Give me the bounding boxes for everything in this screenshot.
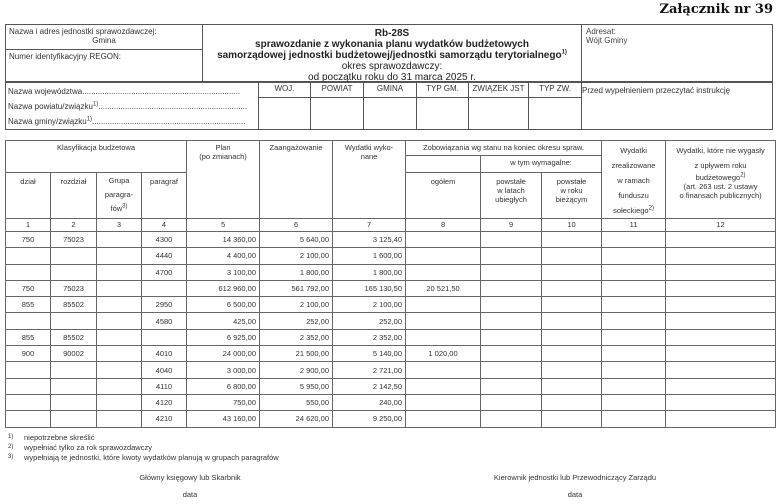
header-niewygasle-text: budżetowego [695,173,741,182]
header-grupa-text: fów [110,203,123,213]
paragraf-cell[interactable]: 4040 [142,362,187,378]
header-plan [187,141,260,219]
wymagalne-rok-biezacy-cell[interactable] [542,362,602,378]
zobowiazania-ogolem-cell[interactable] [406,264,481,280]
rozdzial-cell[interactable] [51,313,97,329]
wymagalne-rok-biezacy-cell[interactable] [542,264,602,280]
plan-cell[interactable]: 4 400,00 [187,248,260,264]
header-solecki-line5 [605,203,662,218]
report-title-line2 [203,50,581,61]
column-number: 10 [542,219,602,232]
wymagalne-lata-ubiegle-cell[interactable] [481,362,542,378]
wydatki-wykonane-cell[interactable]: 2 352,00 [333,329,406,345]
table-row [6,297,776,313]
footnote-text: wypełniają te jednostki, które kwoty wydatków planują w grupach paragrafów [24,453,279,462]
header-solecki-text: sołeckiego [613,206,649,215]
rozdzial-cell[interactable]: 75023 [51,232,97,248]
table-row [6,313,776,329]
header-wydatki-wykonane [333,141,406,219]
code-typ-gm-label: TYP GM. [417,82,468,98]
wydatki-wykonane-cell[interactable]: 9 250,00 [333,411,406,427]
code-woj[interactable] [258,82,310,130]
header-zobowiazania-blank [406,156,481,172]
footnote-ref: 1) [92,101,99,108]
table-row [6,329,776,345]
addressee-label: Adresat: [586,27,616,36]
grupa-cell[interactable] [97,280,142,296]
table-row [6,264,776,280]
wydatki-wykonane-cell[interactable]: 1 600,00 [333,248,406,264]
paragraf-cell[interactable]: 4210 [142,411,187,427]
rozdzial-cell[interactable] [51,378,97,394]
header-rozdzial: rozdział [51,172,97,218]
commune-line [8,114,258,129]
regon-label: Numer identyfikacyjny REGON: [9,52,122,61]
code-zwiazek-jst[interactable] [468,82,528,130]
code-typ-zw[interactable] [528,82,582,130]
table-row [6,394,776,410]
header-lata-ub-line3: ubiegłych [495,194,527,204]
county-line [8,99,258,114]
niewygasle-cell[interactable] [666,313,776,329]
zobowiazania-ogolem-cell[interactable] [406,411,481,427]
footnote-ref: 1) [561,49,567,56]
plan-cell[interactable]: 6 925,00 [187,329,260,345]
code-zwiazek-jst-label: ZWIĄZEK JST [469,82,528,98]
header-plan-line2: (po zmianach) [199,152,247,161]
column-number: 2 [51,219,97,232]
voivodeship-line: Nazwa województwa....................................................................... [8,87,241,96]
dzial-cell[interactable] [6,248,51,264]
paragraf-cell[interactable]: 2950 [142,297,187,313]
zaangazowanie-cell[interactable]: 550,00 [260,394,333,410]
column-numbers-row [6,219,776,232]
table-row [6,411,776,427]
zobowiazania-ogolem-cell[interactable] [406,394,481,410]
wydatki-wykonane-cell[interactable]: 252,00 [333,313,406,329]
code-typ-gm[interactable] [416,82,468,130]
grupa-cell[interactable] [97,394,142,410]
regon-box [5,49,203,82]
plan-cell[interactable]: 425,00 [187,313,260,329]
header-paragraf: paragraf [142,172,187,218]
grupa-cell[interactable] [97,346,142,362]
header-w-tym-wymagalne: w tym wymagalne: [481,156,602,172]
zobowiazania-ogolem-cell[interactable] [406,232,481,248]
plan-cell[interactable]: 24 000,00 [187,346,260,362]
header-niewygasle-line5: o finansach publicznych) [679,191,762,200]
plan-cell[interactable]: 6 500,00 [187,297,260,313]
rozdzial-cell[interactable] [51,394,97,410]
rozdzial-cell[interactable] [51,411,97,427]
paragraf-cell[interactable]: 4300 [142,232,187,248]
zaangazowanie-cell[interactable]: 561 792,00 [260,280,333,296]
code-woj-label: WOJ. [259,82,310,98]
header-dzial: dział [6,172,51,218]
zobowiazania-ogolem-cell[interactable] [406,329,481,345]
zaangazowanie-cell[interactable]: 2 352,00 [260,329,333,345]
wymagalne-rok-biezacy-cell[interactable] [542,378,602,394]
wymagalne-rok-biezacy-cell[interactable] [542,248,602,264]
paragraf-cell[interactable]: 4120 [142,394,187,410]
niewygasle-cell[interactable] [666,411,776,427]
chief-accountant-date-label: data [182,490,198,499]
column-number: 3 [97,219,142,232]
header-niewygasle-line4: (art. 263 ust. 2 ustawy [683,182,758,191]
unit-head-signature-label: Kierownik jednostki lub Przewodniczący Zarządu [493,473,657,482]
wymagalne-lata-ubiegle-cell[interactable] [481,264,542,280]
wymagalne-rok-biezacy-cell[interactable] [542,280,602,296]
wydatki-wykonane-cell[interactable]: 2 100,00 [333,297,406,313]
entity-name-value: Gmina [92,36,116,45]
table-row [6,280,776,296]
wymagalne-rok-biezacy-cell[interactable] [542,313,602,329]
plan-cell[interactable]: 612 960,00 [187,280,260,296]
fundusz-solecki-cell[interactable] [602,378,666,394]
zaangazowanie-cell[interactable]: 2 100,00 [260,248,333,264]
dzial-cell[interactable] [6,313,51,329]
header-rok-biez-line2: w roku [560,185,583,195]
region-names [8,84,258,129]
zaangazowanie-cell[interactable]: 24 620,00 [260,411,333,427]
wydatki-wykonane-cell[interactable]: 5 140,00 [333,346,406,362]
table-row [6,378,776,394]
rozdzial-cell[interactable]: 85502 [51,329,97,345]
code-powiat-label: POWIAT [311,82,363,98]
grupa-cell[interactable] [97,362,142,378]
header-solecki-line4: funduszu [618,191,649,200]
dzial-cell[interactable]: 855 [6,297,51,313]
report-title-line1: sprawozdanie z wykonania planu wydatków budżetowych [255,39,529,50]
column-number: 11 [602,219,666,232]
fundusz-solecki-cell[interactable] [602,411,666,427]
entity-name-label: Nazwa i adres jednostki sprawozdawczej: [9,27,157,36]
footnote-mark: 3) [8,454,14,460]
zobowiazania-ogolem-cell[interactable] [406,313,481,329]
fundusz-solecki-cell[interactable] [602,264,666,280]
paragraf-cell[interactable]: 4700 [142,264,187,280]
footnote-text: wypełniać tylko za rok sprawozdawczy [24,443,152,452]
dzial-cell[interactable] [6,264,51,280]
form-code: Rb-28S [374,28,410,39]
wydatki-wykonane-cell[interactable]: 240,00 [333,394,406,410]
header-wydatki-line2: nane [360,152,378,161]
wymagalne-lata-ubiegle-cell[interactable] [481,346,542,362]
table-row [6,248,776,264]
zaangazowanie-cell[interactable]: 5 950,00 [260,378,333,394]
wymagalne-lata-ubiegle-cell[interactable] [481,248,542,264]
header-ogolem: ogółem [406,172,481,218]
dzial-cell[interactable] [6,378,51,394]
fundusz-solecki-cell[interactable] [602,394,666,410]
header-rok-biez-line1: powstałe [556,176,587,186]
header-niewygasle-line3 [669,173,772,182]
plan-cell[interactable]: 43 160,00 [187,411,260,427]
wymagalne-lata-ubiegle-cell[interactable] [481,378,542,394]
header-lata-ubiegle [481,172,542,218]
footnote-3 [8,453,279,462]
grupa-cell[interactable] [97,329,142,345]
wydatki-wykonane-cell[interactable]: 1 800,00 [333,264,406,280]
plan-cell[interactable]: 14 360,00 [187,232,260,248]
wymagalne-lata-ubiegle-cell[interactable] [481,313,542,329]
wymagalne-rok-biezacy-cell[interactable] [542,346,602,362]
dzial-cell[interactable]: 855 [6,329,51,345]
zobowiazania-ogolem-cell[interactable] [406,378,481,394]
report-title-box [202,24,582,82]
header-zaangazowanie: Zaangażowanie [260,141,333,219]
header-solecki-line2: zrealizowane [611,161,656,170]
fundusz-solecki-cell[interactable] [602,329,666,345]
fundusz-solecki-cell[interactable] [602,280,666,296]
zobowiazania-ogolem-cell[interactable] [406,248,481,264]
header-solecki-line1: Wydatki [620,146,647,155]
column-number: 5 [187,219,260,232]
wymagalne-rok-biezacy-cell[interactable] [542,232,602,248]
paragraf-cell[interactable]: 4110 [142,378,187,394]
zobowiazania-ogolem-cell[interactable] [406,297,481,313]
county-label: Nazwa powiatu/związku [8,102,93,111]
period-value: od początku roku do 31 marca 2025 r. [308,72,476,83]
rozdzial-cell[interactable]: 85502 [51,297,97,313]
commune-label: Nazwa gminy/związku [8,117,87,126]
dzial-cell[interactable] [6,411,51,427]
header-grupa-line2: paragra- [104,189,134,199]
footnote-ref: 3) [122,203,128,210]
column-number: 6 [260,219,333,232]
grupa-cell[interactable] [97,248,142,264]
footnote-2 [8,443,152,452]
rozdzial-cell[interactable] [51,362,97,378]
plan-cell[interactable]: 3 100,00 [187,264,260,280]
header-grupa-line3 [100,202,138,216]
footnote-ref: 1) [86,116,93,123]
dzial-cell[interactable]: 900 [6,346,51,362]
table-row [6,362,776,378]
grupa-cell[interactable] [97,232,142,248]
code-gmina-label: GMINA [364,82,416,98]
zaangazowanie-cell[interactable]: 252,00 [260,313,333,329]
plan-cell[interactable]: 6 800,00 [187,378,260,394]
fundusz-solecki-cell[interactable] [602,248,666,264]
wymagalne-rok-biezacy-cell[interactable] [542,297,602,313]
attachment-label: Załącznik nr 39 [659,2,773,17]
column-number: 12 [666,219,776,232]
niewygasle-cell[interactable] [666,248,776,264]
dzial-cell[interactable]: 750 [6,232,51,248]
paragraf-cell[interactable]: 4580 [142,313,187,329]
fundusz-solecki-cell[interactable] [602,346,666,362]
wymagalne-lata-ubiegle-cell[interactable] [481,232,542,248]
commune-dots: ..................................................................... [92,117,246,126]
zaangazowanie-cell[interactable]: 2 900,00 [260,362,333,378]
header-grupa-line1: Grupa [108,175,130,185]
header-grupa-paragrafow [97,172,142,218]
grupa-cell[interactable] [97,297,142,313]
grupa-cell[interactable] [97,313,142,329]
niewygasle-cell[interactable] [666,280,776,296]
fundusz-solecki-cell[interactable] [602,362,666,378]
wydatki-wykonane-cell[interactable]: 2 721,00 [333,362,406,378]
table-row [6,346,776,362]
dzial-cell[interactable]: 750 [6,280,51,296]
header-lata-ub-line1: powstałe [496,176,526,186]
fundusz-solecki-cell[interactable] [602,313,666,329]
plan-cell[interactable]: 3 000,00 [187,362,260,378]
footnote-ref: 2) [648,205,654,212]
column-number: 4 [142,219,187,232]
period-label: okres sprawozdawczy: [341,61,443,72]
region-codes [258,82,582,130]
niewygasle-cell[interactable] [666,297,776,313]
wymagalne-lata-ubiegle-cell[interactable] [481,394,542,410]
dzial-cell[interactable] [6,362,51,378]
code-typ-zw-label: TYP ZW. [529,82,581,98]
paragraf-cell[interactable] [142,280,187,296]
header-rok-biezacy [542,172,602,218]
header-zobowiazania: Zobowiązania wg stanu na koniec okresu spraw. [406,141,602,156]
wymagalne-rok-biezacy-cell[interactable] [542,329,602,345]
header-plan-line1: Plan [215,143,231,152]
header-rok-biez-line3: bieżącym [555,194,588,204]
header-classification: Klasyfikacja budżetowa [6,141,187,173]
paragraf-cell[interactable] [142,329,187,345]
wymagalne-rok-biezacy-cell[interactable] [542,411,602,427]
wymagalne-lata-ubiegle-cell[interactable] [481,411,542,427]
report-title-line2-text: samorządowej jednostki budżetowej/jednostki samorządu terytorialnego [217,50,562,61]
footnote-mark: 1) [8,434,14,440]
niewygasle-cell[interactable] [666,264,776,280]
footnote-1 [8,433,94,442]
footnote-mark: 2) [8,444,14,450]
header-lata-ub-line2: w latach [497,185,525,195]
zaangazowanie-cell[interactable]: 21 500,00 [260,346,333,362]
header-niewygasle-line2: z upływem roku [694,161,747,170]
column-number: 7 [333,219,406,232]
wymagalne-lata-ubiegle-cell[interactable] [481,297,542,313]
rozdzial-cell[interactable]: 90002 [51,346,97,362]
niewygasle-cell[interactable] [666,394,776,410]
expenditure-table [5,140,776,428]
zobowiazania-ogolem-cell[interactable]: 20 521,50 [406,280,481,296]
niewygasle-cell[interactable] [666,378,776,394]
wymagalne-lata-ubiegle-cell[interactable] [481,329,542,345]
rozdzial-cell[interactable] [51,264,97,280]
rozdzial-cell[interactable]: 75023 [51,280,97,296]
niewygasle-cell[interactable] [666,232,776,248]
addressee-box [581,24,773,82]
code-gmina[interactable] [363,82,416,130]
header-wydatki-line1: Wydatki wyko- [344,143,394,152]
header-niewygasle [666,141,776,219]
entity-name-box [5,24,203,50]
footnote-text: niepotrzebne skreślić [24,433,95,442]
grupa-cell[interactable] [97,411,142,427]
county-dots: ................................................................... [98,102,248,111]
column-number: 9 [481,219,542,232]
fundusz-solecki-cell[interactable] [602,297,666,313]
paragraf-cell[interactable]: 4010 [142,346,187,362]
header-niewygasle-line1: Wydatki, które nie wygasły [676,146,765,155]
addressee-value: Wójt Gminy [586,36,628,45]
table-row [6,232,776,248]
rozdzial-cell[interactable] [51,248,97,264]
zobowiazania-ogolem-cell[interactable]: 1 020,00 [406,346,481,362]
zobowiazania-ogolem-cell[interactable] [406,362,481,378]
wymagalne-lata-ubiegle-cell[interactable] [481,280,542,296]
niewygasle-cell[interactable] [666,329,776,345]
instruction-note: Przed wypełnieniem przeczytać instrukcję [582,86,731,95]
grupa-cell[interactable] [97,264,142,280]
header-fundusz-solecki [602,141,666,219]
paragraf-cell[interactable]: 4440 [142,248,187,264]
column-number: 1 [6,219,51,232]
zaangazowanie-cell[interactable]: 2 100,00 [260,297,333,313]
grupa-cell[interactable] [97,378,142,394]
niewygasle-cell[interactable] [666,346,776,362]
niewygasle-cell[interactable] [666,362,776,378]
wymagalne-rok-biezacy-cell[interactable] [542,394,602,410]
zaangazowanie-cell[interactable]: 5 640,00 [260,232,333,248]
dzial-cell[interactable] [6,394,51,410]
chief-accountant-signature-label: Główny księgowy lub Skarbnik [139,473,241,482]
code-powiat[interactable] [310,82,363,130]
wydatki-wykonane-cell[interactable]: 165 130,50 [333,280,406,296]
wydatki-wykonane-cell[interactable]: 3 125,40 [333,232,406,248]
wydatki-wykonane-cell[interactable]: 2 142,50 [333,378,406,394]
fundusz-solecki-cell[interactable] [602,232,666,248]
unit-head-date-label: data [567,490,583,499]
column-number: 8 [406,219,481,232]
plan-cell[interactable]: 750,00 [187,394,260,410]
header-solecki-line3: w ramach [617,176,650,185]
zaangazowanie-cell[interactable]: 1 800,00 [260,264,333,280]
footnote-ref: 2) [740,172,746,179]
